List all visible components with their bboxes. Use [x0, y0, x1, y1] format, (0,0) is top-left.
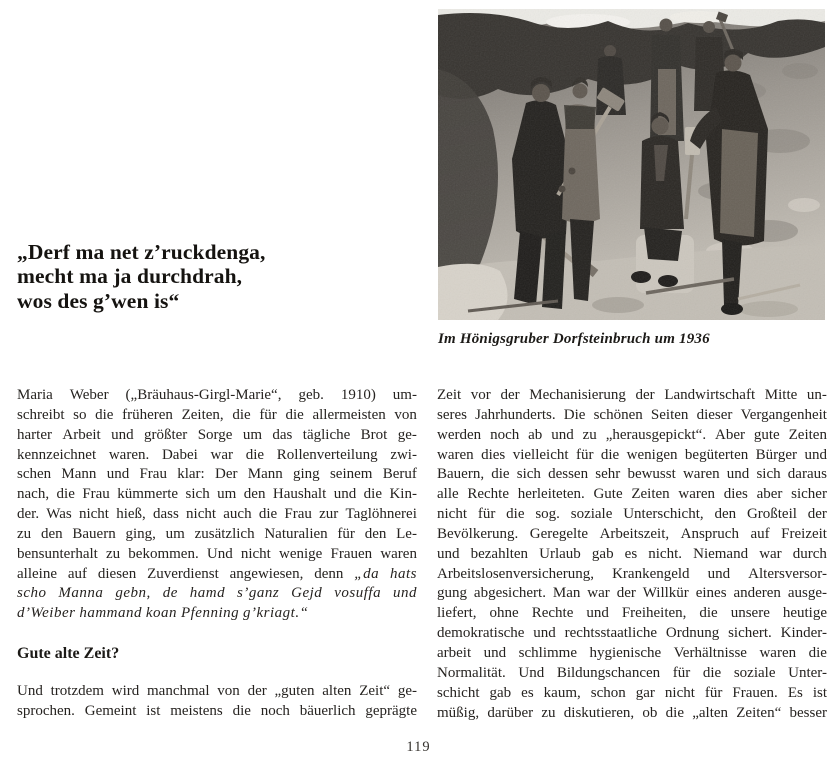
text-line: schreibt so die früheren Zeiten, die für die allermeisten von [17, 406, 417, 423]
text-line: nicht für die sog. soziale Unterschicht, den Großteil der [437, 506, 827, 523]
text-line: Normalität. Und Bildungschancen für die soziale Unter- [437, 664, 827, 681]
text-line: müßig, darüber zu diskutieren, ob die „alten Zeiten“ besser [437, 704, 827, 721]
paragraph-gute-alte-zeit [17, 683, 417, 723]
text-line: demokratische und rechtsstaatliche Ordnung sichert. Kinder- [437, 625, 827, 642]
text-line: d’Weiber hammand koan Pfenning g’kriagt.“ [17, 605, 309, 622]
text-line: nach, die Frau kümmerte sich um den Haushalt und die Kin- [17, 486, 417, 503]
quarry-photo [438, 9, 825, 320]
text-line: schen Mann und Frau klar: Der Mann ging seinem Beruf [17, 466, 417, 483]
text-line: schicht gab es kaum, schon gar nicht für Frauen. Es ist [437, 684, 827, 701]
text-line: scho Manna gebn, de hamd s’ganz Gejd vosuffa und [17, 585, 417, 602]
text-line: Bauern, die sich dessen sehr bewusst waren und sich daraus [437, 466, 827, 483]
text-line: der. Was nicht hieß, dass nicht auch die Frau zur Taglöhnerei [17, 506, 417, 523]
text-line: kennzeichnet waren. Dabei war die Rollenverteilung zwi- [17, 446, 417, 463]
headline-line: „Derf ma net z’ruckdenga, [17, 240, 266, 264]
text-line: bensunterhalt zu bekommen. Und nicht wenige Frauen waren [17, 545, 417, 562]
dialect-headline [17, 240, 417, 313]
text-line: liefert, ohne Rechte und Freiheiten, die unsere heutige [437, 605, 827, 622]
text-line: Bevölkerung. Geregelte Arbeitszeit, Anspruch auf Freizeit [437, 525, 827, 542]
text-line: zu den Bauern ging, um zusätzlich Naturalien für den Le- [17, 525, 417, 542]
quarry-photo-image [438, 9, 825, 320]
headline-line: wos des g’wen is“ [17, 288, 180, 313]
text-line: Zeit vor der Mechanisierung der Landwirtschaft Mitte un- [437, 387, 827, 403]
text-line: waren dies vielleicht für die wenigen begüterten Bürger und [437, 446, 827, 463]
paragraph-maria-weber [17, 387, 417, 625]
text-line: werden noch ab und zu „herausgepickt“. Aber gute Zeiten [437, 426, 827, 443]
text-line: Und trotzdem wird manchmal von der „guten alten Zeit“ ge- [17, 683, 417, 699]
text-line: arbeit und schlimme hygienische Verhältnisse waren die [437, 644, 827, 661]
text-line: Arbeitslosenversicherung, Krankengeld und Altersversor- [437, 565, 827, 582]
headline-line: mecht ma ja durchdrah, [17, 264, 243, 289]
page-number: 119 [406, 739, 431, 755]
paragraph-zeit-vor-mechanisierung [437, 387, 827, 724]
text-line: gung abgesichert. Man war der Willkür eines anderen ausge- [437, 585, 827, 602]
section-heading-gute-alte-zeit: Gute alte Zeit? [17, 645, 120, 662]
text-line: harter Arbeit und größter Sorge um das tägliche Brot ge- [17, 426, 417, 443]
text-line: Maria Weber („Bräuhaus-Girgl-Marie“, geb. 1910) um- [17, 387, 417, 403]
text-line: alle Rechte herleiteten. Gute Zeiten waren dies aber sicher [437, 486, 827, 503]
text-line: alleine auf diesen Zuverdienst angewiesen, denn „da hats [17, 565, 417, 582]
text-line: seres Jahrhunderts. Die schönen Seiten dieser Vergangenheit [437, 406, 827, 423]
text-line: sprochen. Gemeint ist meistens die noch bäuerlich geprägte [17, 702, 417, 719]
text-line: und bezahlten Urlaub gab es nicht. Niemand war durch [437, 545, 827, 562]
photo-caption: Im Hönigsgruber Dorfsteinbruch um 1936 [438, 331, 710, 347]
